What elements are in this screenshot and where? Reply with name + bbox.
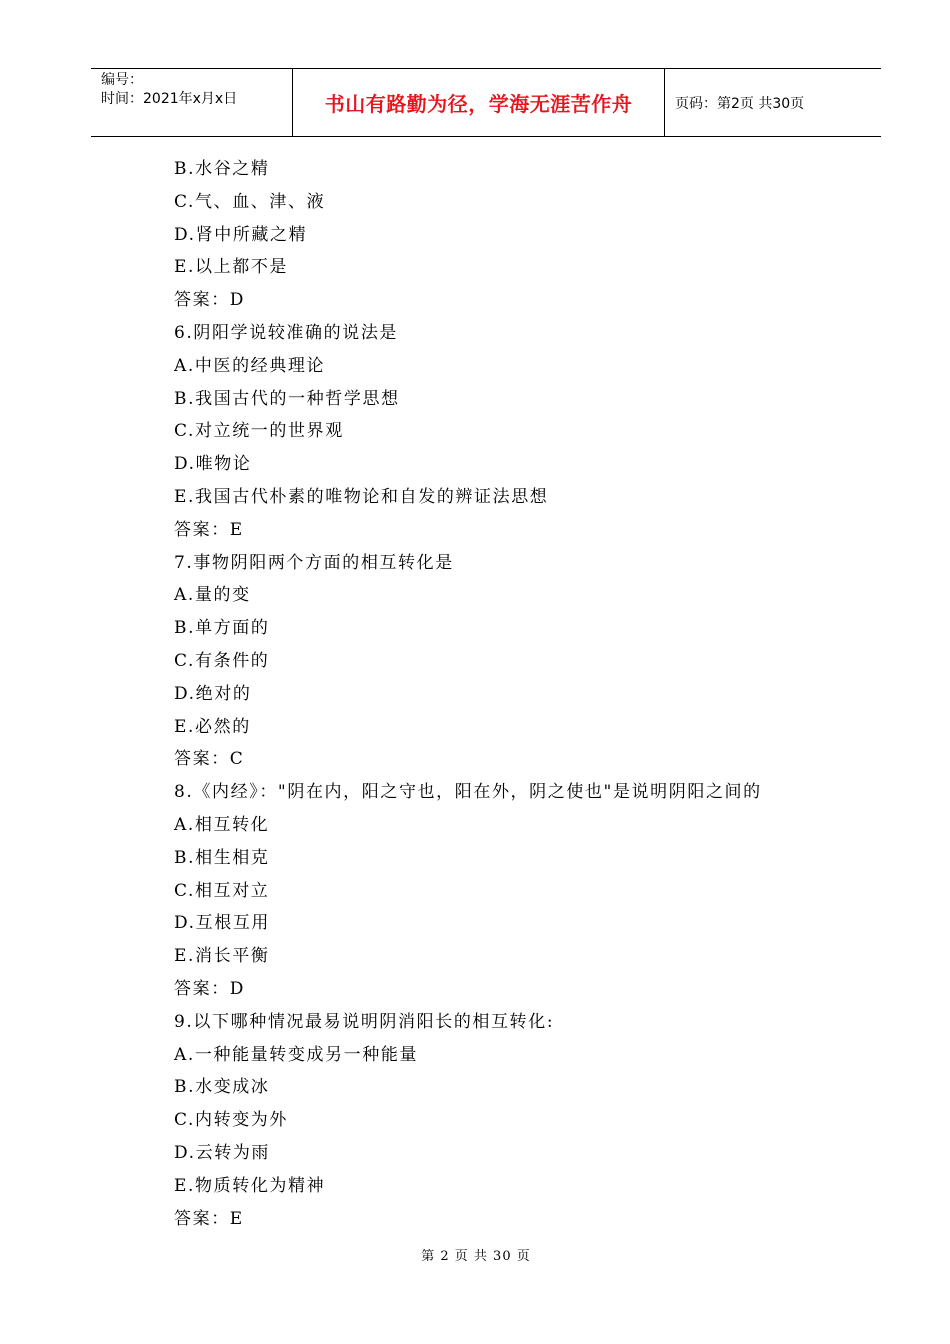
- question-line: 7.事物阴阳两个方面的相互转化是: [174, 552, 454, 573]
- header-meta-cell: [91, 69, 293, 136]
- text-line: D.互根互用: [174, 913, 271, 934]
- header-motto: 书山有路勤为径，学海无涯苦作舟: [324, 92, 633, 116]
- answer-line: 答案：E: [174, 1208, 244, 1229]
- text-line: D.肾中所藏之精: [174, 224, 308, 245]
- text-line: D.绝对的: [174, 683, 252, 704]
- header-motto-cell: [293, 69, 665, 136]
- text-line: A.量的变: [174, 585, 251, 606]
- text-line: E.我国古代朴素的唯物论和自发的辨证法思想: [174, 486, 549, 507]
- text-line: A.中医的经典理论: [174, 355, 326, 376]
- page-header: [91, 68, 881, 137]
- text-line: B.水变成冰: [174, 1077, 270, 1098]
- document-number-label: 编号：: [101, 72, 143, 88]
- text-line: C.相互对立: [174, 880, 270, 901]
- text-line: B.水谷之精: [174, 159, 270, 179]
- text-line: C.内转变为外: [174, 1110, 289, 1131]
- footer-page-number: 第 2 页 共 30 页: [421, 1249, 531, 1264]
- text-line: A.一种能量转变成另一种能量: [174, 1044, 419, 1065]
- text-line: E.必然的: [174, 716, 251, 737]
- answer-line: 答案：D: [174, 290, 246, 311]
- header-page-info: 页码：第2页 共30页: [675, 95, 805, 112]
- text-line: E.以上都不是: [174, 257, 289, 278]
- text-line: C.对立统一的世界观: [174, 421, 344, 442]
- header-page-cell: [665, 69, 881, 136]
- question-line: 9.以下哪种情况最易说明阴消阳长的相互转化:: [174, 1011, 555, 1032]
- text-line: C.气、血、津、液: [174, 191, 326, 212]
- text-line: D.云转为雨: [174, 1142, 271, 1163]
- text-line: C.有条件的: [174, 650, 270, 671]
- text-line: B.我国古代的一种哲学思想: [174, 388, 400, 409]
- answer-line: 答案：C: [174, 749, 245, 770]
- question-line: 6.阴阳学说较准确的说法是: [174, 322, 399, 343]
- document-time-label: 时间：2021年x月x日: [101, 91, 238, 107]
- answer-line: 答案：D: [174, 978, 246, 999]
- text-line: E.消长平衡: [174, 946, 270, 967]
- text-line: A.相互转化: [174, 814, 270, 835]
- question-line: 8.《内经》："阴在内，阳之守也，阳在外，阴之使也"是说明阴阳之间的: [174, 782, 762, 803]
- text-line: B.相生相克: [174, 847, 270, 868]
- page-footer: [0, 1245, 950, 1264]
- text-line: B.单方面的: [174, 618, 270, 639]
- text-line: E.物质转化为精神: [174, 1175, 326, 1196]
- question-content: [174, 153, 874, 1235]
- text-line: D.唯物论: [174, 454, 252, 475]
- answer-line: 答案：E: [174, 519, 244, 540]
